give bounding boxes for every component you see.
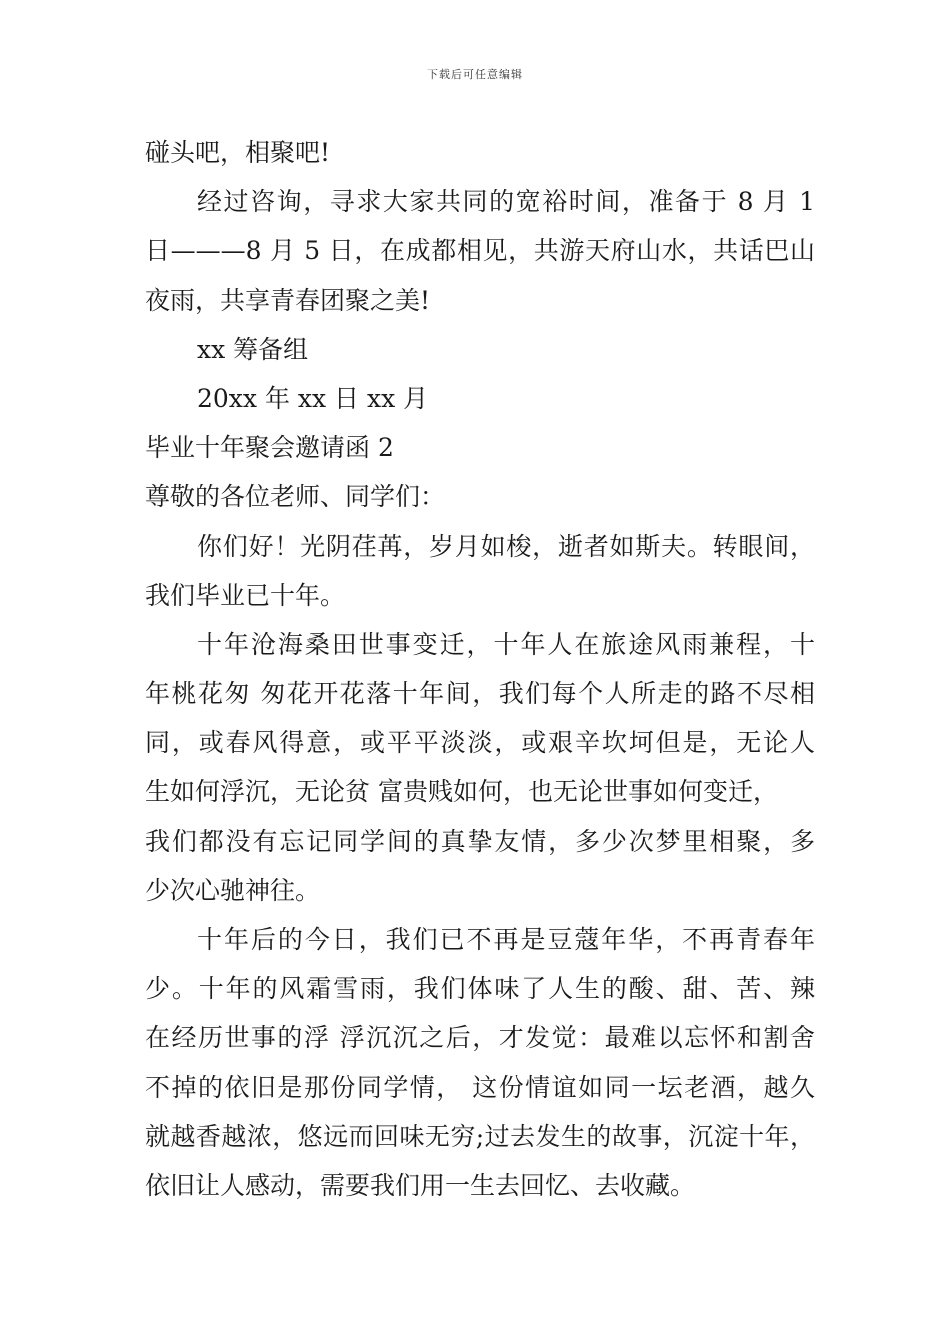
paragraph-line: 少。十年的风霜雪雨，我们体味了人生的酸、甜、苦、辣 (145, 974, 815, 1004)
paragraph-line: 依旧让人感动，需要我们用一生去回忆、去收藏。 (145, 1170, 696, 1200)
section-title: 毕业十年聚会邀请函 2 (145, 433, 394, 463)
paragraph-line: 经过咨询，寻求大家共同的宽裕时间，准备于 8 月 1 (197, 187, 815, 217)
salutation: 尊敬的各位老师、同学们： (145, 482, 446, 512)
paragraph-line: 年桃花匆 匆花开花落十年间，我们每个人所走的路不尽相 (145, 679, 815, 709)
paragraph-line: 生如何浮沉，无论贫 富贵贱如何，也无论世事如何变迁， (145, 777, 778, 807)
paragraph-line: 十年沧海桑田世事变迁，十年人在旅途风雨兼程，十 (197, 629, 815, 659)
paragraph-line: 日———8 月 5 日，在成都相见，共游天府山水，共话巴山 (145, 236, 815, 266)
paragraph-line: 不掉的依旧是那份同学情， 这份情谊如同一坛老酒，越久 (145, 1072, 815, 1102)
text-line: 碰头吧，相聚吧! (145, 138, 331, 167)
paragraph-line: 你们好！光阴荏苒，岁月如梭，逝者如斯夫。转眼间， (197, 531, 815, 561)
page-header-note: 下载后可任意编辑 (427, 68, 523, 81)
paragraph-line: 十年后的今日，我们已不再是豆蔻年华，不再青春年 (197, 925, 815, 954)
paragraph-line: 我们都没有忘记同学间的真挚友情，多少次梦里相聚，多 (145, 826, 815, 856)
paragraph-line: 就越香越浓，悠远而回味无穷;过去发生的故事，沉淀十年， (145, 1121, 815, 1151)
paragraph-line: 我们毕业已十年。 (145, 580, 346, 610)
paragraph-line: 少次心驰神往。 (145, 875, 321, 905)
document-body (145, 128, 815, 1210)
paragraph-line: 同，或春风得意，或平平淡淡，或艰辛坎坷但是，无论人 (145, 728, 815, 758)
signature-date: 20xx 年 xx 日 xx 月 (197, 383, 429, 413)
signature-organizer: xx 筹备组 (197, 334, 309, 364)
paragraph-line: 夜雨，共享青春团聚之美! (145, 285, 431, 315)
paragraph-line: 在经历世事的浮 浮沉沉之后，才发觉：最难以忘怀和割舍 (145, 1023, 815, 1053)
